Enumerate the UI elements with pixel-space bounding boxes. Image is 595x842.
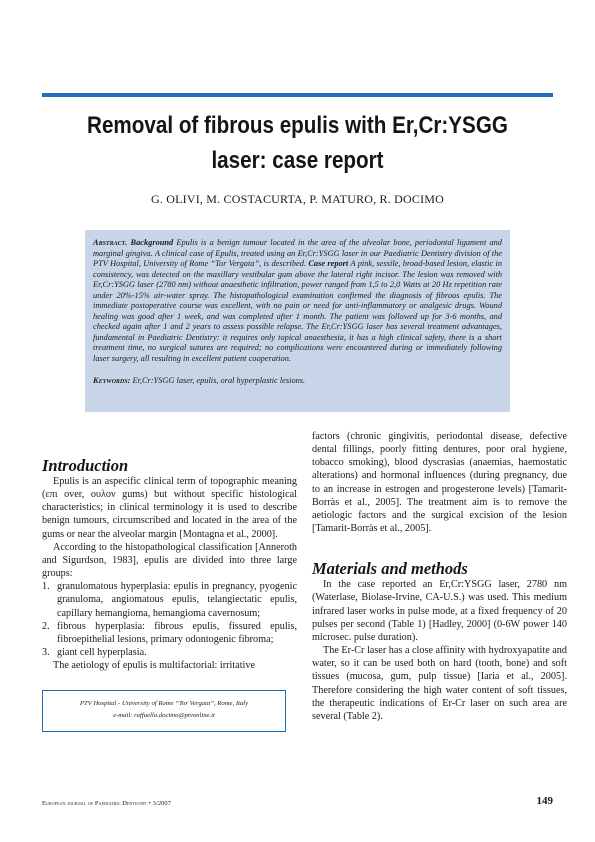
methods-paragraph-2: The Er-Cr laser has a close affinity with hydroxyapatite and water, so it can be used both on hard (tooth, bone) and soft tissues (mucosa, gum, pulp tissue) [Iaria et al., 2005]. Therefore considering the high water content of soft tissues, the therapeutic indications of Er-Cr laser on such area are several (Table 2). — [312, 645, 567, 722]
abstract-box — [85, 230, 510, 412]
introduction-heading: Introduction — [42, 456, 129, 475]
list-item — [42, 620, 297, 646]
intro-paragraph-1: Epulis is an aspecific clinical term of topographic meaning (επι over, ουλον gums) but without specific histological characteristics; in clinical terminology it is used to describe benign tumours, circumscribed and located in the area of the gums or near the alveolar margin [Montagna et al., 2000]. — [42, 476, 297, 540]
abstract-label: Abstract. — [93, 238, 128, 247]
list-item-number: 2. — [42, 620, 50, 632]
keywords-text: Er,Cr:YSGG laser, epulis, oral hyperplastic lesions. — [132, 376, 306, 385]
epulis-groups-list — [42, 580, 297, 659]
list-item — [42, 646, 297, 659]
right-column — [312, 430, 567, 723]
affiliation-box — [42, 690, 286, 732]
article-title — [78, 108, 517, 178]
affiliation-line: PTV Hospital - University of Rome “Tor Vergata”, Rome, Italy — [79, 700, 249, 707]
background-text: Epulis is a benign tumour located in the area of the alveolar bone, periodontal ligament and marginal gingiva. A clinical case of Epulis, treated using an Er,Cr:YSGG laser in our Paediatric Dentistry division of the PTV Hospital, University of Rome “Tor Vergata”, is described. — [93, 238, 502, 268]
intro-paragraph-2: According to the histopathological classification [Anneroth and Sigurdson, 1983], epulis are divided into three large groups: — [42, 541, 297, 580]
keywords — [93, 376, 502, 387]
intro-paragraph-3: The aetiology of epulis is multifactorial: irritative — [53, 660, 255, 672]
authors: G. OLIVI, M. COSTACURTA, P. MATURO, R. DOCIMO — [150, 192, 445, 206]
list-item — [42, 580, 297, 619]
page-number: 149 — [536, 795, 553, 807]
keywords-label: Keywords: — [93, 376, 131, 385]
list-item-text: granulomatous hyperplasia: epulis in pregnancy, pyogenic granuloma, angiomatous epulis, telangiectatic epulis, capillary hemangioma, hemangioma cavernosum; — [57, 581, 297, 619]
list-item-number: 1. — [42, 581, 50, 593]
intro-paragraph-3-continued: factors (chronic gingivitis, periodontal disease, defective dental fillings, poorly fitting dentures, poor oral hygiene, tobacco smoking), blood dyscrasias (anaemias, haemostatic alterations) and hormonal influences (during pregnancy, due to an increase in estrogen and progesterone levels) [Tamarit-Borràs et al., 2005]. The treatment aim is to remove the aetiologic factors and the surgical excision of the lesion [Tamarit-Borràs et al., 2005]. — [312, 431, 567, 535]
affiliation-email: e-mail: raffaella.docimo@ptvonline.it — [113, 712, 215, 719]
left-column — [42, 456, 297, 672]
methods-heading: Materials and methods — [312, 559, 468, 579]
title-line-2: laser: case report — [211, 147, 384, 174]
abstract-body — [93, 238, 502, 364]
case-report-text: A pink, sessile, broad-based lesion, elastic in consistency, was detected on the maxillary vestibular gum above the lateral right incisor. The lesion was removed with Er,Cr:YSGG laser (2780 nm) without anaesthetic infiltration, power ranged from 1,5 to 2,0 Watts at 20 Hz repetition rate under 20%-15% air-water spray. The histopathological examination confirmed the diagnosis of fibrous epulis. The immediate postoperative course was excellent, with no pain or need for anti-inflammatory or analgesic drugs. Wound healing was good after 1 week, and was completed after 1 month. The patient was followed up for 3-6 months, and checked again after 1 and 2 years to assess possible relapse. The Er,Cr:YSGG laser has several treatment advantages, fundamental in Paediatric Dentistry: it requires only topical anaesthesia, it has a high clinical safety, there is a short treatment time, no surgical sutures are required; no complications were encountered during or immediately following laser surgery, all resulting in excellent patient cooperation. — [93, 259, 502, 363]
journal-name: European journal of Paediatric Dentistry • 3/2007 — [42, 800, 171, 807]
methods-paragraph-1: In the case reported an Er,Cr:YSGG laser, 2780 nm (Waterlase, Biolase-Irvine, CA-U.S.) was used. This medium infrared laser works in pulse mode, at a fixed frequency of 20 pulses per second (Table 1) [Hadley, 2000] (0-6W power 140 microsec. pulse duration). — [312, 579, 567, 643]
background-label: Background — [130, 238, 174, 247]
list-item-number: 3. — [42, 647, 50, 659]
list-item-text: giant cell hyperplasia. — [57, 647, 147, 659]
top-rule — [42, 93, 553, 97]
case-report-label: Case report — [308, 259, 349, 268]
page-footer — [42, 795, 553, 809]
list-item-text: fibrous hyperplasia: fibrous epulis, fissured epulis, fibroepithelial lesions, primary odontogenic fibroma; — [57, 620, 297, 645]
title-line-1: Removal of fibrous epulis with Er,Cr:YSGG — [87, 112, 508, 139]
